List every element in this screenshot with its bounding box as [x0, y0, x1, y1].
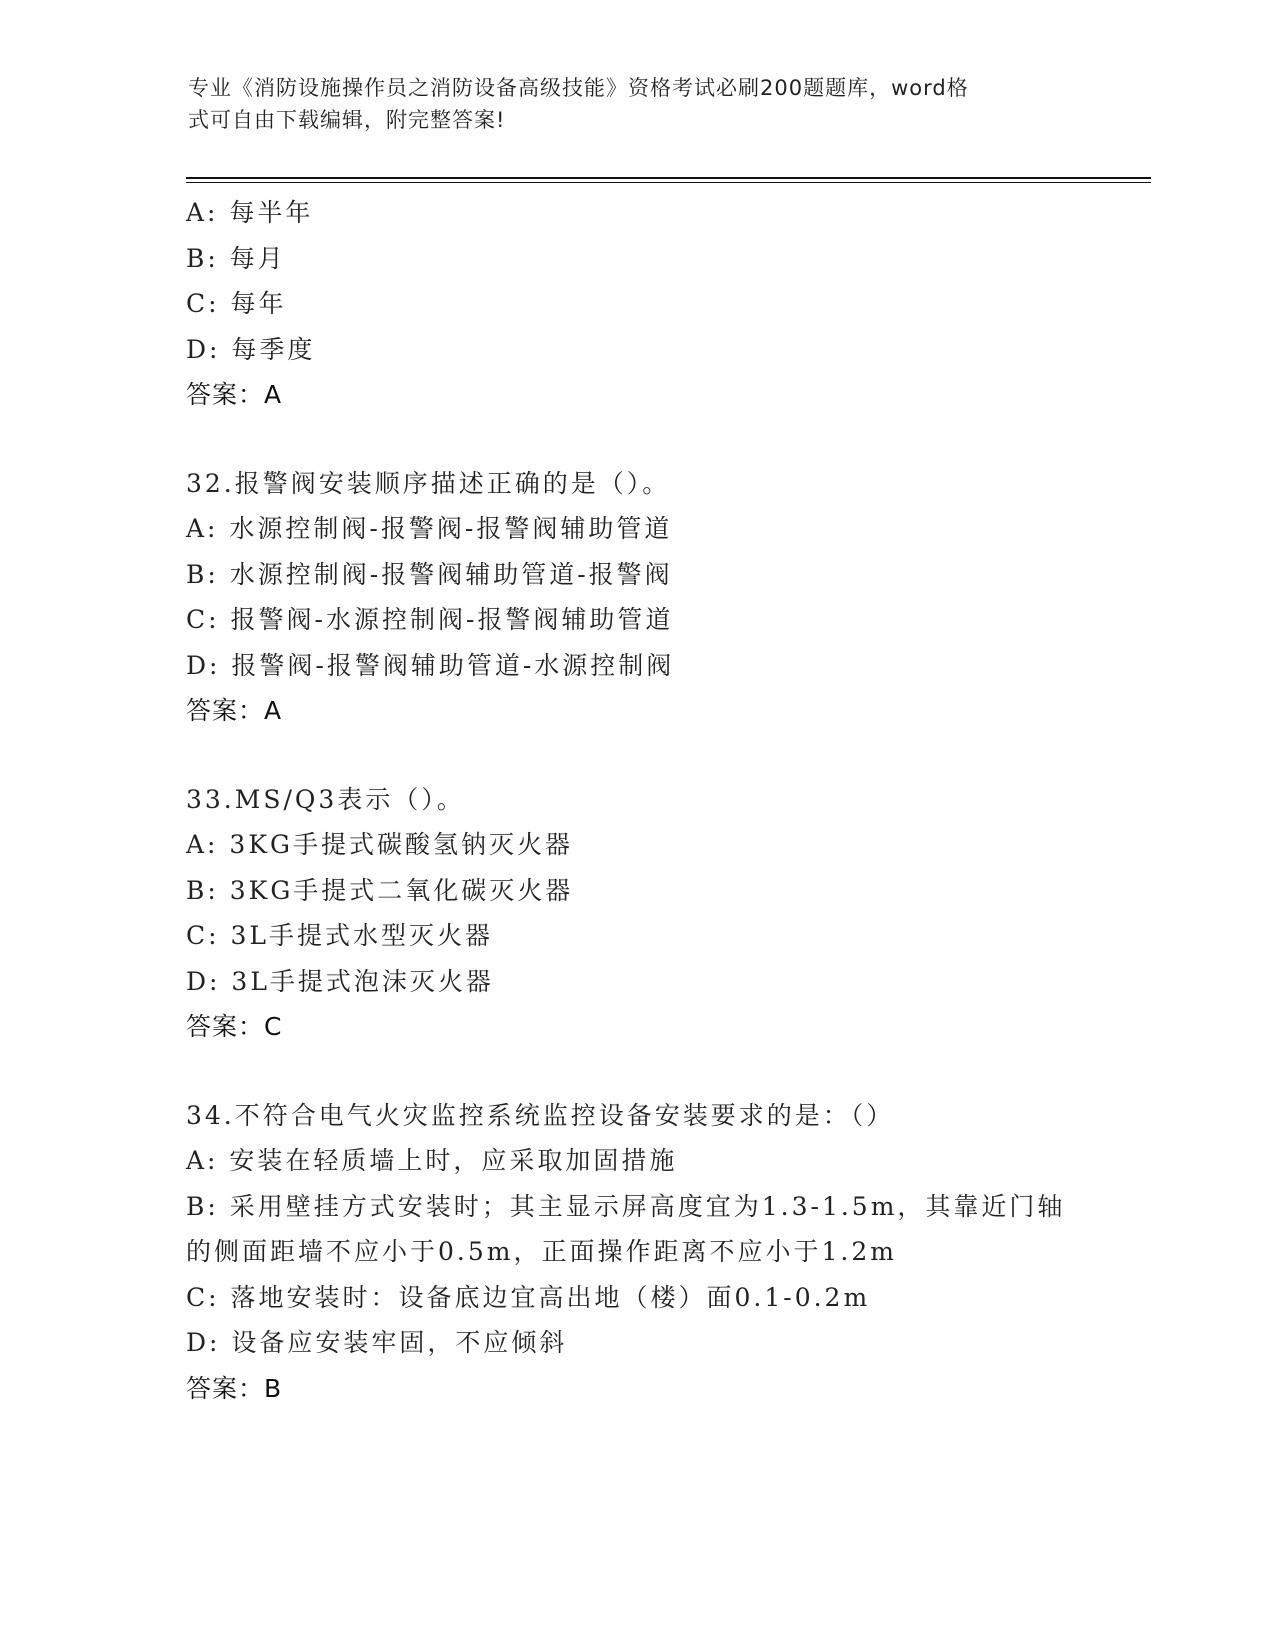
option-d: D: 设备应安装牢固，不应倾斜 [186, 1328, 568, 1357]
header-line-2: 式可自由下载编辑，附完整答案! [188, 108, 506, 132]
answer-line: 答案：C [186, 1012, 283, 1041]
question-block-33 [186, 777, 1086, 1050]
spacer [186, 734, 1086, 777]
option-b: B: 采用壁挂方式安装时；其主显示屏高度宜为1.3-1.5m，其靠近门轴 [186, 1191, 1066, 1221]
option-c: C: 每年 [186, 289, 287, 318]
question-stem: 33.MS/Q3表示（）。 [186, 784, 465, 814]
option-d: D: 3L手提式泡沫灭火器 [186, 966, 494, 996]
option-d: D: 报警阀-报警阀辅助管道-水源控制阀 [186, 650, 675, 680]
option-a: A: 安装在轻质墙上时，应采取加固措施 [186, 1146, 678, 1175]
option-c: C: 落地安装时：设备底边宜高出地（楼）面0.1-0.2m [186, 1282, 871, 1312]
question-stem: 34.不符合电气火灾监控系统监控设备安装要求的是：（） [186, 1100, 895, 1130]
header-divider-thin [186, 182, 1151, 183]
option-b: B: 3KG手提式二氧化碳灭火器 [186, 875, 574, 905]
answer-line: 答案：A [186, 380, 283, 409]
question-list [186, 190, 1086, 1411]
question-block-31 [186, 190, 1086, 418]
option-c: C: 3L手提式水型灭火器 [186, 921, 494, 950]
option-b-continuation: 的侧面距墙不应小于0.5m，正面操作距离不应小于1.2m [186, 1237, 897, 1266]
question-stem: 32.报警阀安装顺序描述正确的是（）。 [186, 468, 671, 498]
answer-line: 答案：B [186, 1373, 283, 1403]
option-a: A: 每半年 [186, 198, 314, 227]
header-line-1: 专业《消防设施操作员之消防设备高级技能》资格考试必刷200题题库，word格 [188, 76, 969, 100]
spacer [186, 418, 1086, 461]
document-header [188, 72, 1088, 136]
spacer [186, 1050, 1086, 1093]
option-b: B: 水源控制阀-报警阀辅助管道-报警阀 [186, 559, 673, 589]
option-a: A: 3KG手提式碳酸氢钠灭火器 [186, 830, 573, 859]
option-c: C: 报警阀-水源控制阀-报警阀辅助管道 [186, 605, 674, 634]
header-divider [186, 177, 1151, 179]
option-a: A: 水源控制阀-报警阀-报警阀辅助管道 [186, 514, 673, 543]
option-b: B: 每月 [186, 243, 286, 273]
question-block-32 [186, 461, 1086, 734]
option-d: D: 每季度 [186, 334, 316, 364]
question-block-34 [186, 1093, 1086, 1412]
answer-line: 答案：A [186, 696, 283, 725]
